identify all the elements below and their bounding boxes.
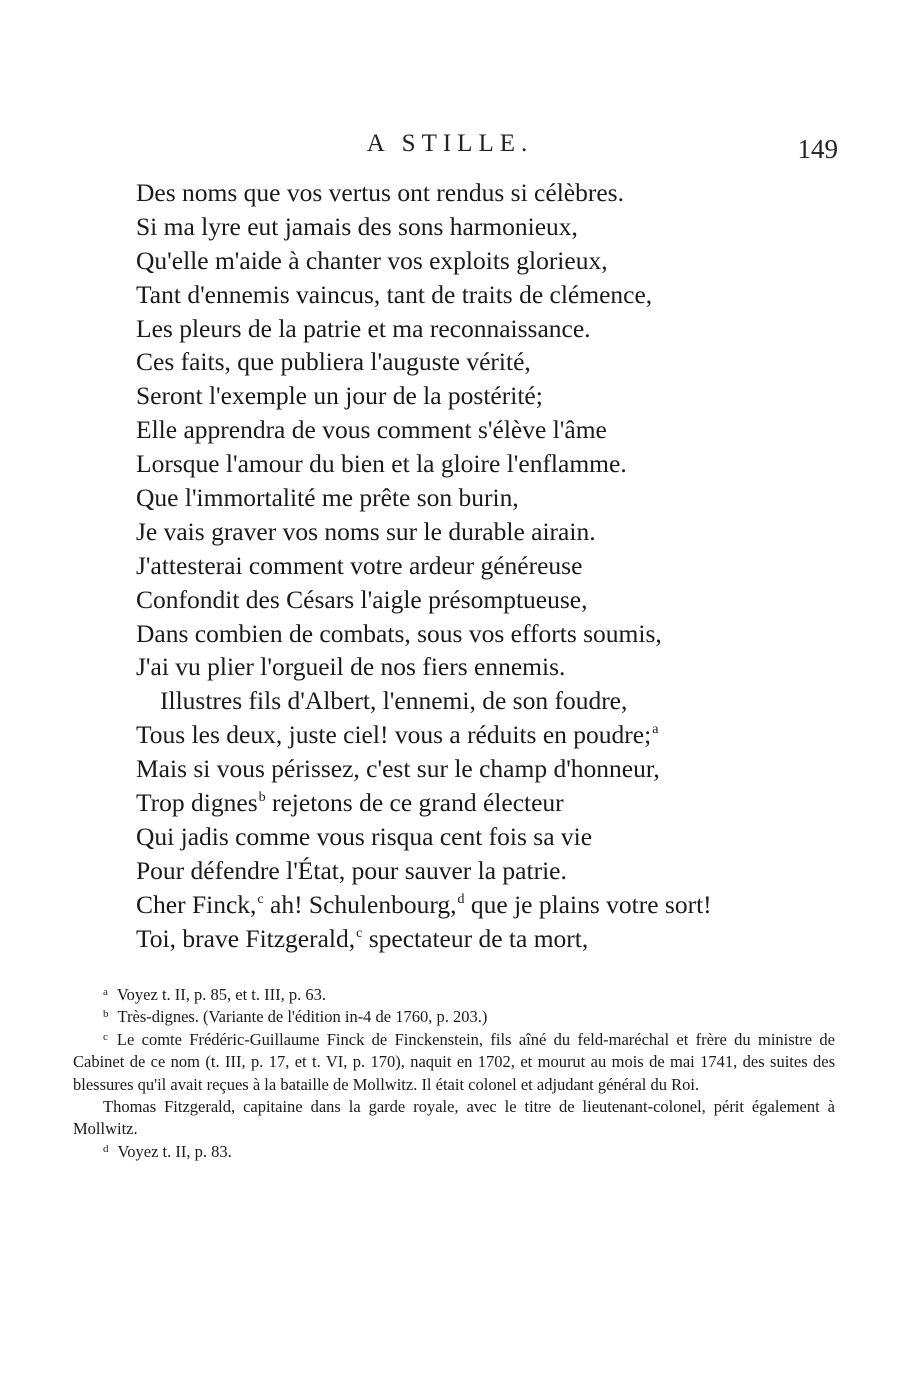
verse-text: Cher Finck, (136, 889, 257, 919)
footnote (73, 1006, 835, 1028)
footnote-reference: c (356, 925, 363, 941)
footnote-text: Le comte Frédéric-Guillaume Finck de Finckenstein, fils aîné du feld-maréchal et frère du ministre de Cabinet de ce nom (t. III, p. 17, et t. VI, p. 170), naquit en 1702, et mourut au mois de mai 1741, des suites des blessures qu'il avait reçues à la bataille de Mollwitz. Il était colonel et adjudant général du Roi. (73, 1029, 835, 1094)
footnotes (73, 984, 835, 1163)
verse-line (136, 854, 856, 888)
verse-text: Elle apprendra de vous comment s'élève l'âme (136, 415, 607, 445)
verse-text: Les pleurs de la patrie et ma reconnaissance. (136, 313, 591, 343)
footnote-reference: c (257, 891, 264, 907)
verse-line (136, 650, 856, 684)
verse-text: Seront l'exemple un jour de la postérité; (136, 381, 543, 411)
verse-line (136, 244, 856, 278)
verse-text: Confondit des Césars l'aigle présomptueuse, (136, 584, 588, 614)
verse-text-continued: spectateur de ta mort, (362, 923, 589, 953)
verse-text: Tous les deux, juste ciel! vous a réduits en poudre; (136, 720, 652, 750)
footnote (73, 984, 835, 1006)
verse-text: Lorsque l'amour du bien et la gloire l'enflamme. (136, 449, 627, 479)
verse-text-continued: ah! Schulenbourg, (263, 889, 457, 919)
footnote-mark: b (103, 1008, 109, 1021)
footnote-text: Très-dignes. (Variante de l'édition in-4 de 1760, p. 203.) (117, 1007, 488, 1027)
verse-line (136, 447, 856, 481)
page-number: 149 (797, 134, 838, 164)
footnote (73, 1029, 835, 1096)
verse-line (136, 786, 856, 820)
verse-line (136, 888, 856, 922)
verse-text: Ces faits, que publiera l'auguste vérité, (136, 347, 531, 377)
footnote-reference: b (258, 790, 266, 806)
verse-text: Des noms que vos vertus ont rendus si célèbres. (136, 178, 624, 207)
verse-line (136, 820, 856, 854)
verse-text-continued: que je plains votre sort! (464, 889, 712, 919)
poem-verses (136, 176, 856, 955)
verse-line (136, 617, 856, 651)
footnote-mark: d (103, 1142, 109, 1155)
footnote-text: Thomas Fitzgerald, capitaine dans la garde royale, avec le titre de lieutenant-colonel, périt également à Mollwitz. (73, 1097, 835, 1139)
verse-line (136, 176, 856, 210)
verse-line (136, 922, 856, 956)
verse-text: Mais si vous périssez, c'est sur le champ d'honneur, (136, 754, 660, 784)
verse-line (136, 210, 856, 244)
footnote-reference: a (652, 722, 659, 738)
verse-text-continued: rejetons de ce grand électeur (265, 788, 564, 818)
verse-text: Qui jadis comme vous risqua cent fois sa vie (136, 821, 593, 851)
footnote-text: Voyez t. II, p. 83. (117, 1141, 232, 1161)
verse-line (136, 312, 856, 346)
verse-text: J'attesterai comment votre ardeur généreuse (136, 550, 583, 580)
footnote (73, 1141, 835, 1163)
verse-text: Que l'immortalité me prête son burin, (136, 483, 519, 513)
verse-text: Trop dignes (136, 788, 258, 818)
verse-line (136, 413, 856, 447)
verse-text: Pour défendre l'État, pour sauver la patrie. (136, 855, 567, 885)
verse-text: Dans combien de combats, sous vos efforts soumis, (136, 618, 662, 648)
verse-line (136, 752, 856, 786)
verse-text: J'ai vu plier l'orgueil de nos fiers ennemis. (136, 652, 566, 682)
verse-line (136, 684, 856, 718)
verse-line (136, 278, 856, 312)
footnote-text: Voyez t. II, p. 85, et t. III, p. 63. (116, 985, 327, 1004)
verse-text: Qu'elle m'aide à chanter vos exploits glorieux, (136, 245, 608, 275)
verse-line (136, 515, 856, 549)
verse-text: Si ma lyre eut jamais des sons harmonieux, (136, 211, 578, 241)
verse-line (136, 481, 856, 515)
footnote-mark: c (103, 1030, 108, 1043)
footnote-mark: a (103, 986, 108, 998)
verse-text: Toi, brave Fitzgerald, (136, 923, 356, 953)
verse-line (136, 379, 856, 413)
running-title: A STILLE. (366, 130, 534, 157)
verse-line (136, 583, 856, 617)
verse-text: Illustres fils d'Albert, l'ennemi, de son foudre, (160, 686, 628, 716)
footnote-reference: d (457, 891, 465, 907)
footnote (73, 1096, 835, 1141)
verse-line (136, 718, 856, 752)
verse-text: Tant d'ennemis vaincus, tant de traits de clémence, (136, 279, 653, 309)
verse-line (136, 345, 856, 379)
verse-line (136, 549, 856, 583)
verse-text: Je vais graver vos noms sur le durable airain. (136, 516, 596, 546)
